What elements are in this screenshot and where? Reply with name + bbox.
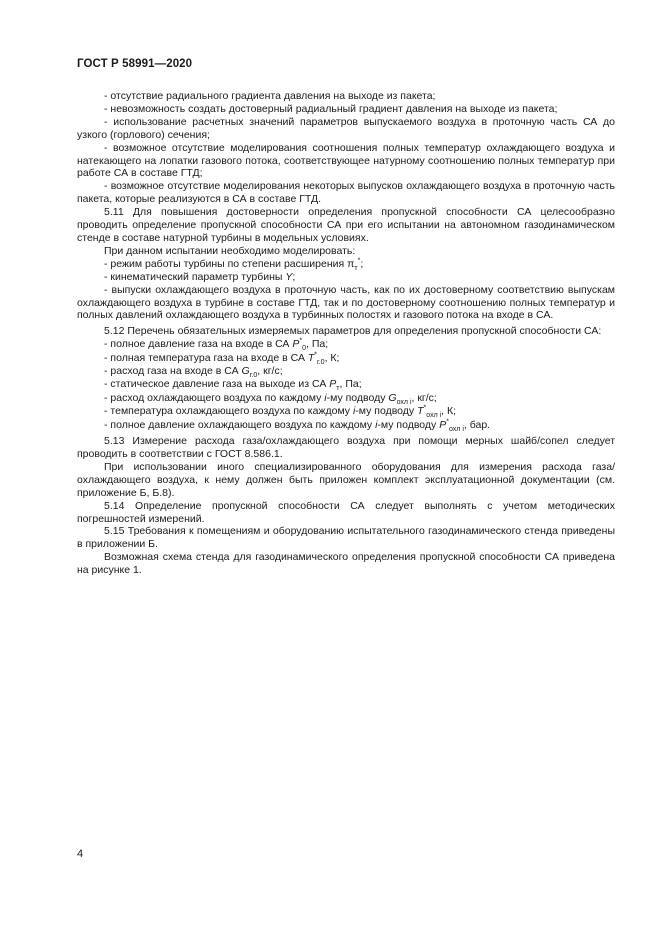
section-5-11: 5.11 Для повышения достоверности определения пропускной способности СА целесообразно проводить определение пропускной способности СА при его испытании на автономном газодинамическом стенде в составе натурной турбины в модельных условиях.: [77, 206, 615, 244]
list-item: - использование расчетных значений параметров выпускаемого воздуха в проточную часть СА до узкого (горлового) сечения;: [77, 115, 615, 141]
section-5-14: 5.14 Определение пропускной способности СА следует выполнять с учетом методических погрешностей измерений.: [77, 499, 615, 525]
model-intro: При данном испытании необходимо моделировать:: [104, 244, 356, 257]
list-item: - расход охлаждающего воздуха по каждому i-му подводу $G_{охл i}$, кг/с;: [104, 391, 437, 406]
list-item: - полная температура газа на входе в СА $T^*_{г.0}$, К;: [104, 351, 340, 366]
list-item: - полное давление охлаждающего воздуха по каждому i-му подводу $P^*_{охл i}$, бар.: [104, 418, 491, 433]
model-item-regime: - режим работы турбины по степени расширения $\pi_т^*$;: [104, 257, 364, 272]
model-item-outlets: - выпуски охлаждающего воздуха в проточную часть, как по их достоверному соответствию выпускам охлаждающего воздуха в турбине в составе ГТД, так и по достоверному соотношению полных температур и полных давлений охлаждающего воздуха в турбинных полостях и газового потока на входе в СА.: [77, 283, 615, 322]
list-item: - температура охлаждающего воздуха по каждому i-му подводу $T^*_{охл i}$, К;: [104, 404, 457, 420]
list-item: - возможное отсутствие моделирования некоторых выпусков охлаждающего воздуха в проточную часть пакета, которые реализуются в СА в составе ГТД.: [77, 180, 615, 206]
list-item: - расход газа на входе в СА $G_{г.0}$, кг/с;: [104, 365, 283, 380]
measured-parameters-list: [77, 338, 615, 432]
list-item: - полное давление газа на входе в СА $P^*_0$, Па;: [104, 337, 329, 353]
section-5-12: 5.12 Перечень обязательных измеряемых параметров для определения пропускной способности СА:: [104, 325, 602, 338]
document-header: ГОСТ Р 58991—2020: [77, 58, 193, 70]
section-5-15: 5.15 Требования к помещениям и оборудованию испытательного газодинамического стенда приведены в приложении Б.: [77, 525, 615, 551]
model-item-kinematic: - кинематический параметр турбины Y;: [104, 270, 296, 283]
list-item: - невозможность создать достоверный радиальный градиент давления на выходе из пакета;: [104, 102, 558, 115]
list-item: - статическое давление газа на выходе из СА $P_т$, Па;: [104, 378, 362, 393]
page-body: [77, 90, 615, 577]
list-item: - отсутствие радиального градиента давления на выходе из пакета;: [104, 90, 436, 102]
page-number: 4: [77, 848, 84, 860]
section-5-13: 5.13 Измерение расхода газа/охлаждающего воздуха при помощи мерных шайб/сопел следует проводить в соответствии с ГОСТ 8.586.1.: [77, 435, 615, 460]
paragraph: Возможная схема стенда для газодинамического определения пропускной способности СА приведена на рисунке 1.: [77, 551, 615, 577]
paragraph: При использовании иного специализированного оборудования для измерения расхода газа/охлаждающего воздуха, к нему должен быть приложен комплект эксплуатационной документации (см. приложение Б, Б.8).: [77, 460, 615, 499]
list-item: - возможное отсутствие моделирования соотношения полных температур охлаждающего воздуха и натекающего на лопатки газового потока, соответствующее натурному соотношению полных температур при работе СА в составе ГТД;: [77, 141, 615, 180]
